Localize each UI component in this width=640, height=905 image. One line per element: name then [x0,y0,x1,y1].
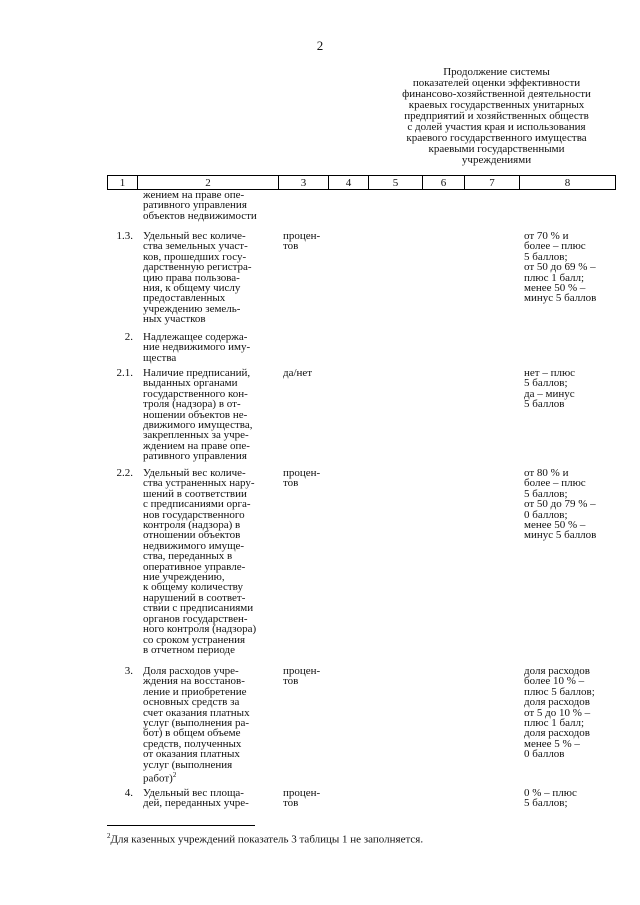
unit-of-measure: да/нет [283,367,313,379]
column-header-3: 3 [279,176,329,190]
indicator-name: Удельный вес площа- дей, переданных учре- [143,787,249,810]
heading-line: Продолжение системы [443,66,550,78]
row-number: 2. [124,331,133,343]
heading-line: краевого государственного имущества [406,132,587,144]
indicator-table-body [0,190,640,830]
footnote-mark: 2 [107,832,111,840]
indicator-name: Удельный вес количе- ства устраненных нару- шений в соответствии с предписаниями орга- нов государственного контроля (надзора) в отношении объектов недвижимого имуще- ства, переданных в оперативное управле- ние учреждению, к общему количеству нарушений в соответ- ствии с предписаниями органов государствен- ного контроля (надзора) со сроком устранения в отчетном периоде [143,467,257,656]
heading-line: показателей оценки эффективности [412,77,581,89]
row-number: 1.3. [116,230,133,242]
footnote [107,832,423,846]
column-header-5: 5 [369,176,423,190]
heading-line: финансово-хозяйственной деятельности [402,88,591,100]
column-header-6: 6 [423,176,465,190]
page-number: 2 [316,38,324,53]
heading-line: с долей участия края и использования [407,121,586,133]
footnote-reference: 2 [172,771,177,780]
unit-of-measure: процен- тов [283,665,321,688]
scoring-rule: от 70 % и более – плюс 5 баллов; от 50 до 69 % – плюс 1 балл; менее 50 % – минус 5 баллов [524,230,597,305]
column-header-8: 8 [520,176,616,190]
row-number: 2.2. [116,467,133,479]
indicator-name: Удельный вес количе- ства земельных участ- ков, прошедших госу- дарственную регистра- цию права пользова- ния, к общему числу предоставленных учреждению земель- ных участков [143,230,252,326]
scoring-rule: доля расходов более 10 % – плюс 5 баллов; доля расходов от 5 до 10 % – плюс 1 балл; доля расходов менее 5 % – 0 баллов [524,665,595,761]
heading-line: краевыми государственными [428,143,565,155]
heading-line: учреждениями [461,154,532,166]
row-number: 3. [124,665,133,677]
indicator-name-text: Доля расходов учре- ждения на восстанов- ление и приобретение основных средств за счет оказания платных услуг (выполнения ра- бот) в общем объеме средств, полученных от оказания платных услуг (выполнения работ) [143,665,250,785]
indicator-name: жением на праве опе- ративного управления объектов недвижимости [143,189,257,222]
scoring-rule: от 80 % и более – плюс 5 баллов; от 50 до 79 % – 0 баллов; менее 50 % – минус 5 баллов [524,467,597,542]
footnote-text: Для казенных учреждений показатель 3 таблицы 1 не заполняется. [110,833,424,846]
indicator-name: Надлежащее содержа- ние недвижимого иму- щества [143,331,251,364]
unit-of-measure: процен- тов [283,230,321,253]
unit-of-measure: процен- тов [283,467,321,490]
unit-of-measure: процен- тов [283,787,321,810]
scoring-rule: нет – плюс 5 баллов; да – минус 5 баллов [524,367,576,411]
footnote-separator [107,825,255,826]
row-number: 2.1. [116,367,133,379]
column-header-2: 2 [138,176,279,190]
column-number-header [107,175,616,190]
indicator-name [143,666,278,784]
column-header-7: 7 [465,176,520,190]
indicator-name: Наличие предписаний, выданных органами государственного кон- троля (надзора) в от- ношении объектов не- движимого имущества, закрепленных за учре- ждением на праве опе- ративного управления [143,367,253,463]
heading-line: краевых государственных унитарных [408,99,585,111]
table-continuation-heading [384,67,609,166]
scoring-rule: 0 % – плюс 5 баллов; [524,787,577,810]
row-number: 4. [124,787,133,799]
heading-line: предприятий и хозяйственных обществ [404,110,589,122]
column-header-4: 4 [329,176,369,190]
column-header-1: 1 [108,176,138,190]
